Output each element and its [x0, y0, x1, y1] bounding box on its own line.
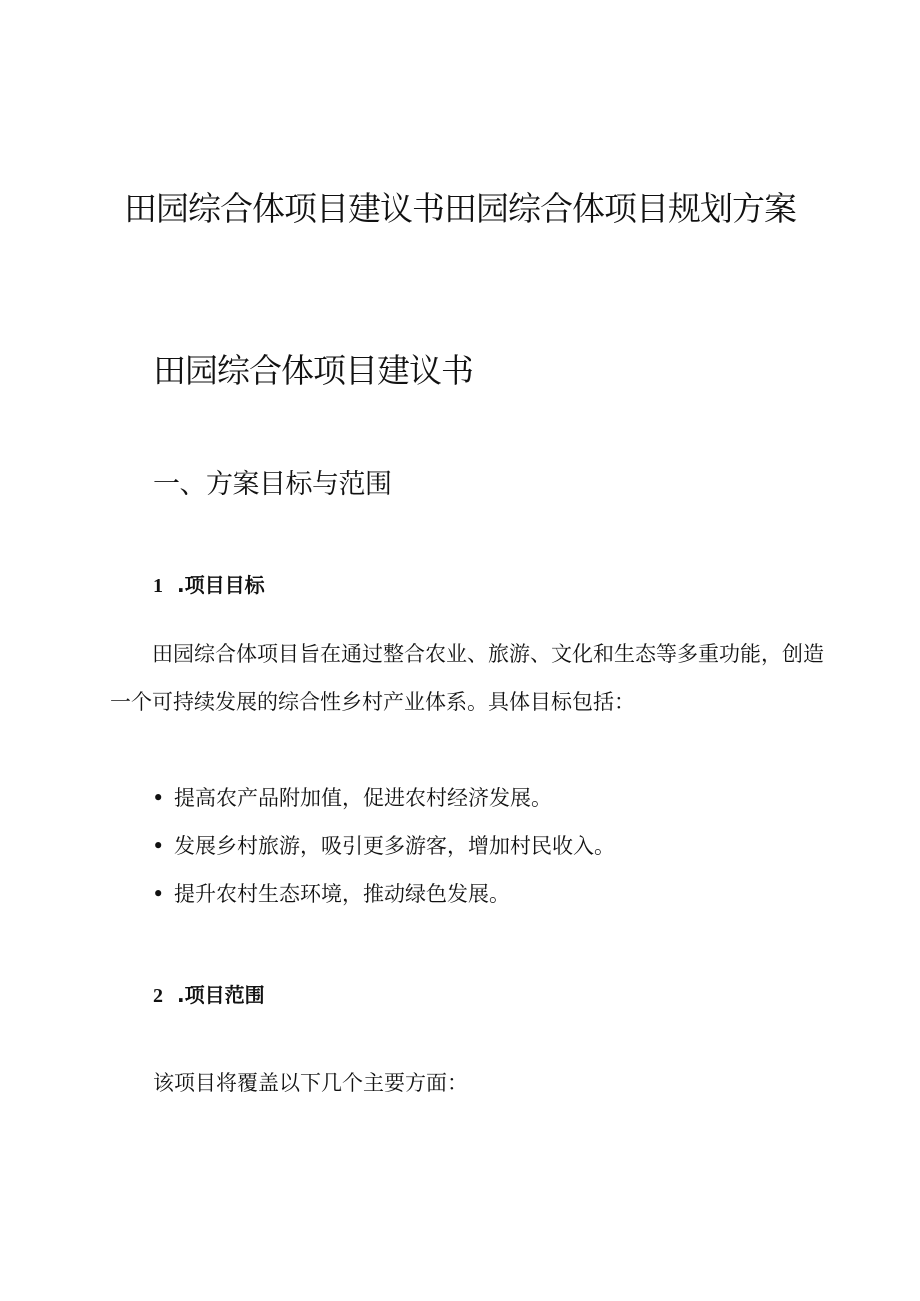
paragraph-scope-intro: 该项目将覆盖以下几个主要方面：	[153, 1071, 468, 1095]
list-item-text: 提高农产品附加值，促进农村经济发展。	[174, 786, 552, 810]
document-title: 田园综合体项目建议书田园综合体项目规划方案	[124, 189, 796, 228]
list-item	[152, 870, 615, 918]
subheading-label: .项目范围	[177, 983, 265, 1007]
paragraph-goals-intro: 田园综合体项目旨在通过整合农业、旅游、文化和生态等多重功能，创造一个可持续发展的综合性乡村产业体系。具体目标包括：	[110, 642, 824, 714]
list-item-text: 提升农村生态环境，推动绿色发展。	[174, 882, 510, 906]
subheading-number: 2	[153, 985, 163, 1007]
bullet-icon: •	[152, 786, 165, 810]
subheading-project-goals	[153, 570, 265, 601]
bullet-icon: •	[152, 834, 165, 858]
subheading-label: .项目目标	[177, 573, 265, 597]
list-item-text: 发展乡村旅游，吸引更多游客，增加村民收入。	[174, 834, 615, 858]
section-heading-goals-scope: 一、方案目标与范围	[153, 469, 392, 500]
subheading-project-scope	[153, 980, 265, 1011]
bullet-icon: •	[152, 882, 165, 906]
list-item	[152, 774, 615, 822]
goals-bullet-list	[152, 774, 615, 918]
list-item	[152, 822, 615, 870]
document-subtitle: 田园综合体项目建议书	[153, 351, 473, 390]
subheading-number: 1	[153, 575, 163, 597]
